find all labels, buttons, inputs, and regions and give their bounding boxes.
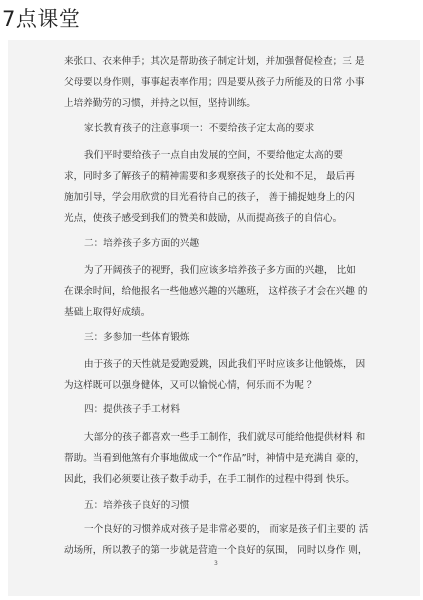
text-line: 为这样既可以强身健体，又可以愉悦心情，何乐而不为呢 ？ (64, 380, 317, 391)
text-line: 一个良好的习惯养成对孩子是非常必要的， 而家是孩子们主要的 活 (84, 524, 369, 535)
section-heading: 五：培养孩子良好的习惯 (84, 500, 190, 511)
section-heading: 二：培养孩子多方面的兴趣 (84, 238, 200, 249)
text-line: 由于孩子的天性就是爱跑爱跳，因此我们平时应该多让他锻炼， 因 (84, 359, 366, 370)
text-line: 来张口、衣来伸手；其次是帮助孩子制定计划，并加强督促检查；三 是 (64, 56, 365, 67)
section-heading: 三：多参加一些体育锻炼 (84, 332, 190, 343)
text-line: 大部分的孩子都喜欢一些手工制作，我们就尽可能给他提供材料 和 (84, 432, 366, 443)
text-line: 我们平时要给孩子一点自由发展的空间，不要给他定太高的要 (84, 150, 344, 161)
text-line: 求，同时多了解孩子的精神需要和多观察孩子的长处和不足， 最后再 (64, 171, 355, 182)
text-line: 在课余时间，给他报名一些他感兴趣的兴趣班， 这样孩子才会在兴趣 的 (64, 286, 368, 297)
text-line: 动场所，所以教子的第一步就是营造一个良好的氛围， 同时以身作 则， (64, 545, 368, 556)
text-line: 因此，我们必须要让孩子数手动手，在手工制作的过程中得到 快乐。 (64, 474, 355, 485)
page-number: 3 (214, 560, 218, 567)
text-line: 光点，使孩子感受到我们的赞美和鼓励，从而提高孩子的自信心。 (64, 213, 343, 224)
text-line: 上培养勤劳的习惯，并持之以恒，坚持训练。 (64, 98, 256, 109)
text-line: 帮助。当看到他煞有介事地做成一个“作品”时，神情中是充满自 豪的， (64, 453, 365, 464)
text-line: 父母要以身作则，事事起表率作用；四是要从孩子力所能及的日常 小事 (64, 77, 365, 88)
section-heading: 四：提供孩子手工材料 (84, 404, 180, 415)
section-heading: 家长教育孩子的注意事项一：不要给孩子定太高的要求 (84, 123, 315, 134)
text-line: 基础上取得好成绩。 (64, 307, 151, 318)
site-title: 7点课堂 (2, 7, 81, 31)
text-line: 为了开阔孩子的视野，我们应该多培养孩子多方面的兴趣， 比如 (84, 265, 356, 276)
text-line: 施加引导，学会用欣赏的目光看待自己的孩子， 善于捕捉她身上的闪 (64, 192, 355, 203)
document-page (8, 40, 420, 596)
